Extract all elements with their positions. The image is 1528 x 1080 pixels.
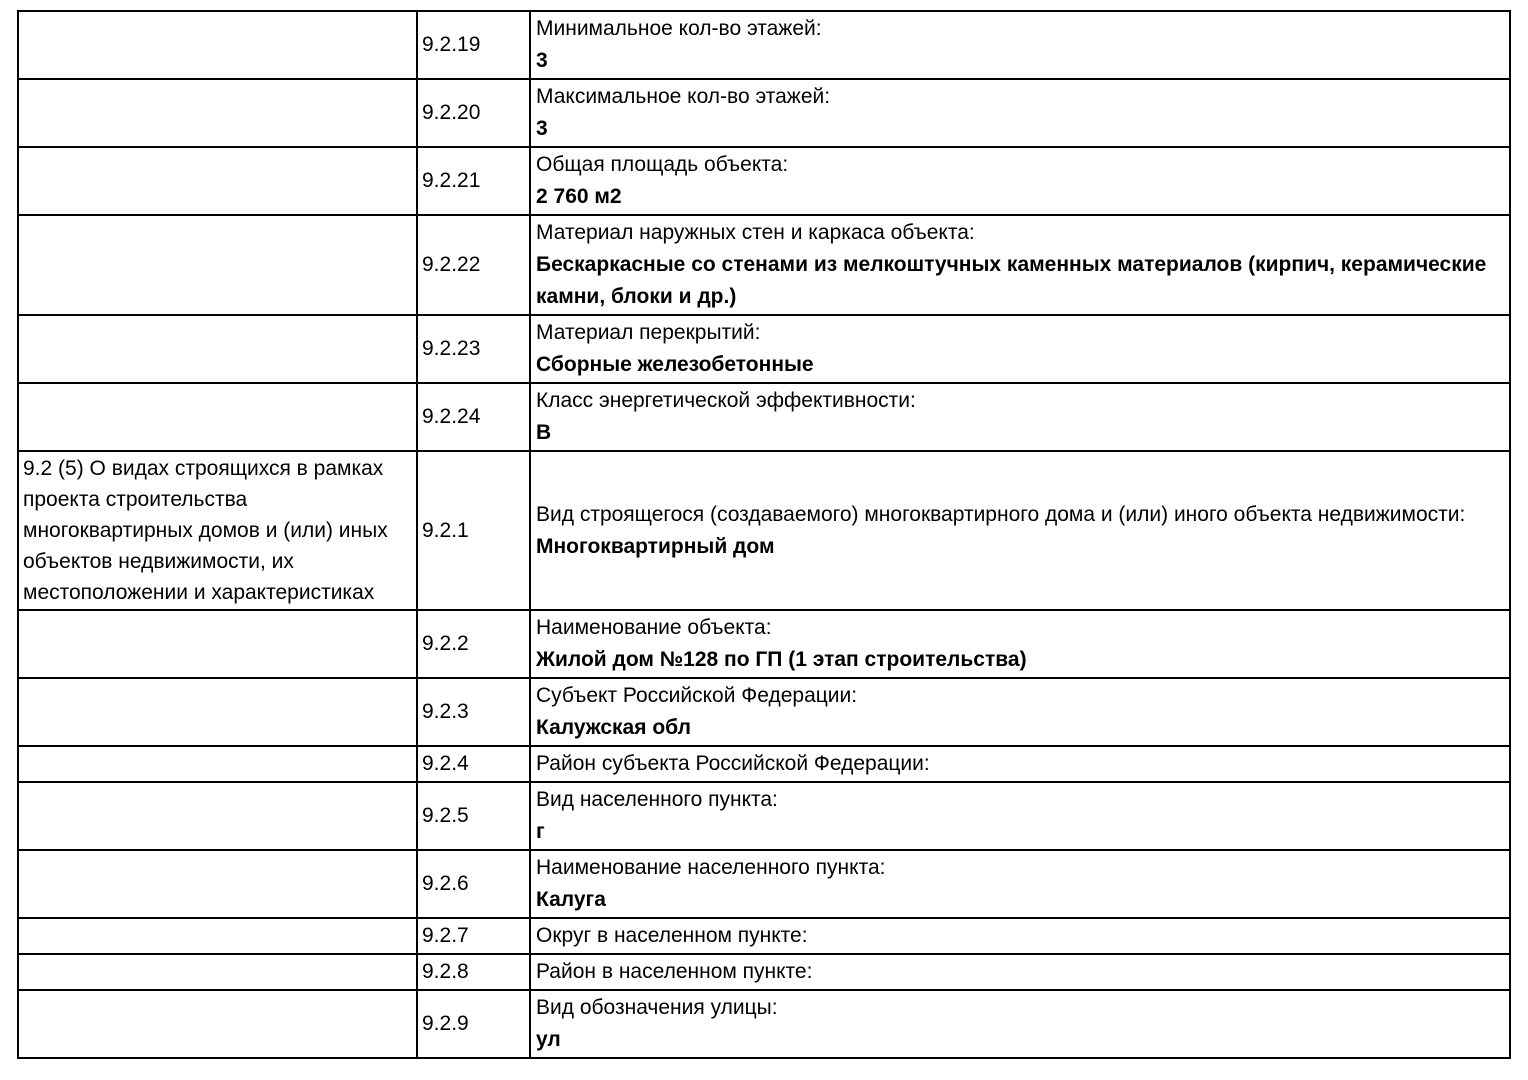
item-content-cell (530, 918, 1510, 954)
field-label: Район в населенном пункте: (536, 960, 813, 983)
item-number-cell (417, 11, 530, 79)
section-description-cell (18, 383, 417, 451)
section-description-cell (18, 215, 417, 315)
section-description-cell (18, 990, 417, 1058)
item-number: 9.2.8 (422, 960, 469, 983)
item-content-cell (530, 678, 1510, 746)
item-number: 9.2.22 (422, 253, 481, 276)
item-number-cell (417, 610, 530, 678)
field-label: Максимальное кол-во этажей: (536, 85, 831, 108)
table-row (18, 11, 1510, 79)
field-value: В (536, 421, 552, 444)
item-content-cell (530, 383, 1510, 451)
field-label: Район субъекта Российской Федерации: (536, 752, 930, 775)
item-number: 9.2.4 (422, 752, 469, 775)
table-row (18, 315, 1510, 383)
table-row (18, 610, 1510, 678)
item-number: 9.2.23 (422, 337, 481, 360)
field-value: Многоквартирный дом (536, 534, 775, 558)
item-content-cell (530, 610, 1510, 678)
field-label: Вид населенного пункта: (536, 788, 778, 811)
section-description: 9.2 (5) О видах строящихся в рамках проекта строительства многоквартирных домов и (или) иных объектов недвижимости, их местоположении и характеристиках (23, 457, 388, 604)
project-declaration-table (17, 10, 1511, 1059)
item-number: 9.2.2 (422, 632, 469, 655)
item-number: 9.2.19 (422, 33, 481, 56)
item-number-cell (417, 782, 530, 850)
table-body (18, 11, 1510, 1058)
field-label: Материал перекрытий: (536, 321, 761, 344)
item-content-cell (530, 215, 1510, 315)
item-content-cell (530, 451, 1510, 610)
table-row (18, 850, 1510, 918)
field-value: Калуга (536, 888, 606, 911)
section-description-cell (18, 782, 417, 850)
item-content-cell (530, 315, 1510, 383)
table-row (18, 746, 1510, 782)
field-label: Материал наружных стен и каркаса объекта: (536, 221, 975, 244)
field-label: Округ в населенном пункте: (536, 924, 808, 947)
field-label: Вид строящегося (создаваемого) многоквартирного дома и (или) иного объекта недвижимости: (536, 502, 1466, 526)
field-value: 3 (536, 117, 548, 140)
item-number-cell (417, 315, 530, 383)
section-description-cell (18, 451, 417, 610)
item-number-cell (417, 215, 530, 315)
field-label: Наименование объекта: (536, 616, 772, 639)
table-row (18, 451, 1510, 610)
table-row (18, 954, 1510, 990)
item-content-cell (530, 147, 1510, 215)
item-content-cell (530, 850, 1510, 918)
field-value: 3 (536, 49, 548, 72)
item-number-cell (417, 451, 530, 610)
item-content-cell (530, 954, 1510, 990)
item-number: 9.2.20 (422, 101, 481, 124)
field-value: Жилой дом №128 по ГП (1 этап строительства) (536, 648, 1027, 671)
item-content-cell (530, 11, 1510, 79)
field-value: г (536, 820, 545, 843)
item-content-cell (530, 79, 1510, 147)
item-number-cell (417, 850, 530, 918)
field-value: ул (536, 1028, 561, 1051)
item-number-cell (417, 383, 530, 451)
table-row (18, 782, 1510, 850)
field-label: Общая площадь объекта: (536, 153, 789, 176)
section-description-cell (18, 315, 417, 383)
field-value: Сборные железобетонные (536, 353, 814, 376)
item-content-cell (530, 746, 1510, 782)
table-row (18, 918, 1510, 954)
section-description-cell (18, 610, 417, 678)
item-content-cell (530, 782, 1510, 850)
item-number-cell (417, 918, 530, 954)
item-number: 9.2.7 (422, 924, 469, 947)
item-number-cell (417, 990, 530, 1058)
item-number: 9.2.3 (422, 700, 469, 723)
table-row (18, 147, 1510, 215)
field-label: Вид обозначения улицы: (536, 996, 778, 1019)
item-number: 9.2.1 (422, 518, 469, 542)
item-content-cell (530, 990, 1510, 1058)
field-label: Минимальное кол-во этажей: (536, 17, 822, 40)
item-number-cell (417, 147, 530, 215)
section-description-cell (18, 11, 417, 79)
item-number-cell (417, 678, 530, 746)
table-row (18, 678, 1510, 746)
table-row (18, 990, 1510, 1058)
section-description-cell (18, 954, 417, 990)
section-description-cell (18, 918, 417, 954)
item-number-cell (417, 79, 530, 147)
section-description-cell (18, 147, 417, 215)
field-label: Класс энергетической эффективности: (536, 389, 916, 412)
section-description-cell (18, 79, 417, 147)
item-number-cell (417, 746, 530, 782)
field-value: 2 760 м2 (536, 185, 622, 208)
field-label: Наименование населенного пункта: (536, 856, 886, 879)
section-description-cell (18, 746, 417, 782)
item-number: 9.2.6 (422, 872, 469, 895)
table-row (18, 383, 1510, 451)
field-label: Субъект Российской Федерации: (536, 684, 858, 707)
item-number: 9.2.9 (422, 1012, 469, 1035)
field-value: Бескаркасные со стенами из мелкоштучных каменных материалов (кирпич, керамические камни, блоки и др.) (536, 253, 1487, 308)
section-description-cell (18, 850, 417, 918)
item-number: 9.2.21 (422, 169, 481, 192)
table-row (18, 215, 1510, 315)
item-number-cell (417, 954, 530, 990)
item-number: 9.2.5 (422, 804, 469, 827)
table-row (18, 79, 1510, 147)
section-description-cell (18, 678, 417, 746)
field-value: Калужская обл (536, 716, 691, 739)
item-number: 9.2.24 (422, 405, 481, 428)
